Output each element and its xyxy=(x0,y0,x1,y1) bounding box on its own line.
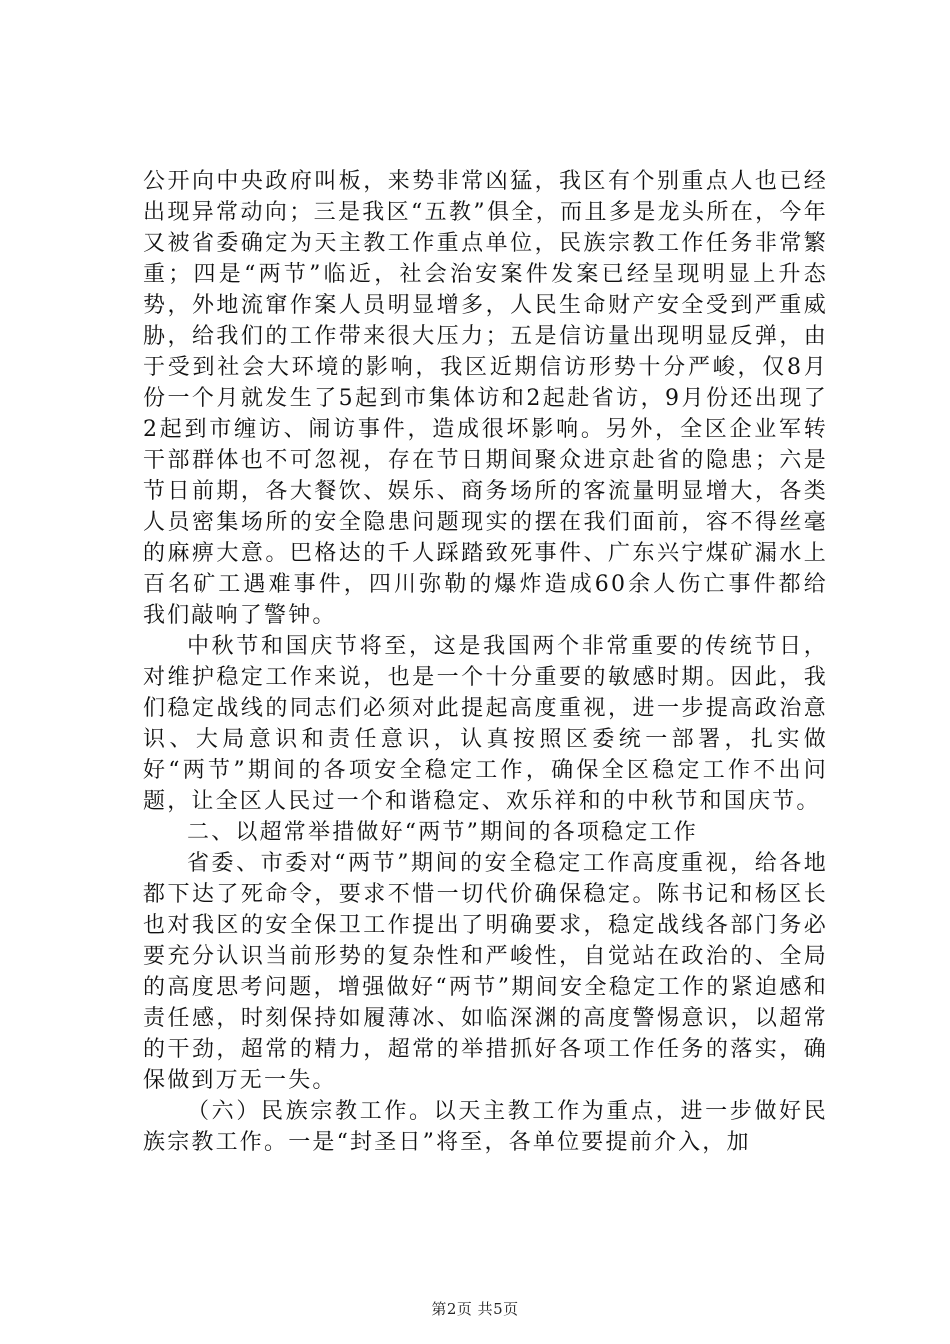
document-body xyxy=(143,166,828,1158)
section-heading: 二、以超常举措做好“两节”期间的各项稳定工作 xyxy=(187,820,698,845)
paragraph-2: 中秋节和国庆节将至，这是我国两个非常重要的传统节日，对维护稳定工作来说，也是一个十分重要的敏感时期。因此，我们稳定战线的同志们必须对此提起高度重视，进一步提高政治意识、大局意识和责任意识，认真按照区委统一部署，扎实做好“两节”期间的各项安全稳定工作，确保全区稳定工作不出问题，让全区人民过一个和谐稳定、欢乐祥和的中秋节和国庆节。 xyxy=(143,634,828,814)
paragraph-4: （六）民族宗教工作。以天主教工作为重点，进一步做好民族宗教工作。一是“封圣日”将至，各单位要提前介入，加 xyxy=(143,1099,828,1155)
paragraph-3: 省委、市委对“两节”期间的安全稳定工作高度重视，给各地都下达了死命令，要求不惜一切代价确保稳定。陈书记和杨区长也对我区的安全保卫工作提出了明确要求，稳定战线各部门务必要充分认识当前形势的复杂性和严峻性，自觉站在政治的、全局的高度思考问题，增强做好“两节”期间安全稳定工作的紧迫感和责任感，时刻保持如履薄冰、如临深渊的高度警惕意识，以超常的干劲，超常的精力，超常的举措抓好各项工作任务的落实，确保做到万无一失。 xyxy=(143,851,828,1093)
page-number-footer: 第2页 共5页 xyxy=(431,1300,519,1318)
paragraph-1: 公开向中央政府叫板，来势非常凶猛，我区有个别重点人也已经出现异常动向；三是我区“五教”俱全，而且多是龙头所在，今年又被省委确定为天主教工作重点单位，民族宗教工作任务非常繁重；四是“两节”临近，社会治安案件发案已经呈现明显上升态势，外地流窜作案人员明显增多，人民生命财产安全受到严重威胁，给我们的工作带来很大压力；五是信访量出现明显反弹，由于受到社会大环境的影响，我区近期信访形势十分严峻，仅8月份一个月就发生了5起到市集体访和2起赴省访，9月份还出现了2起到市缠访、闹访事件，造成很坏影响。另外，全区企业军转干部群体也不可忽视，存在节日期间聚众进京赴省的隐患；六是节日前期，各大餐饮、娱乐、商务场所的客流量明显增大，各类人员密集场所的安全隐患问题现实的摆在我们面前，容不得丝毫的麻痹大意。巴格达的千人踩踏致死事件、广东兴宁煤矿漏水上百名矿工遇难事件，四川弥勒的爆炸造成60余人伤亡事件都给我们敲响了警钟。 xyxy=(143,169,828,628)
